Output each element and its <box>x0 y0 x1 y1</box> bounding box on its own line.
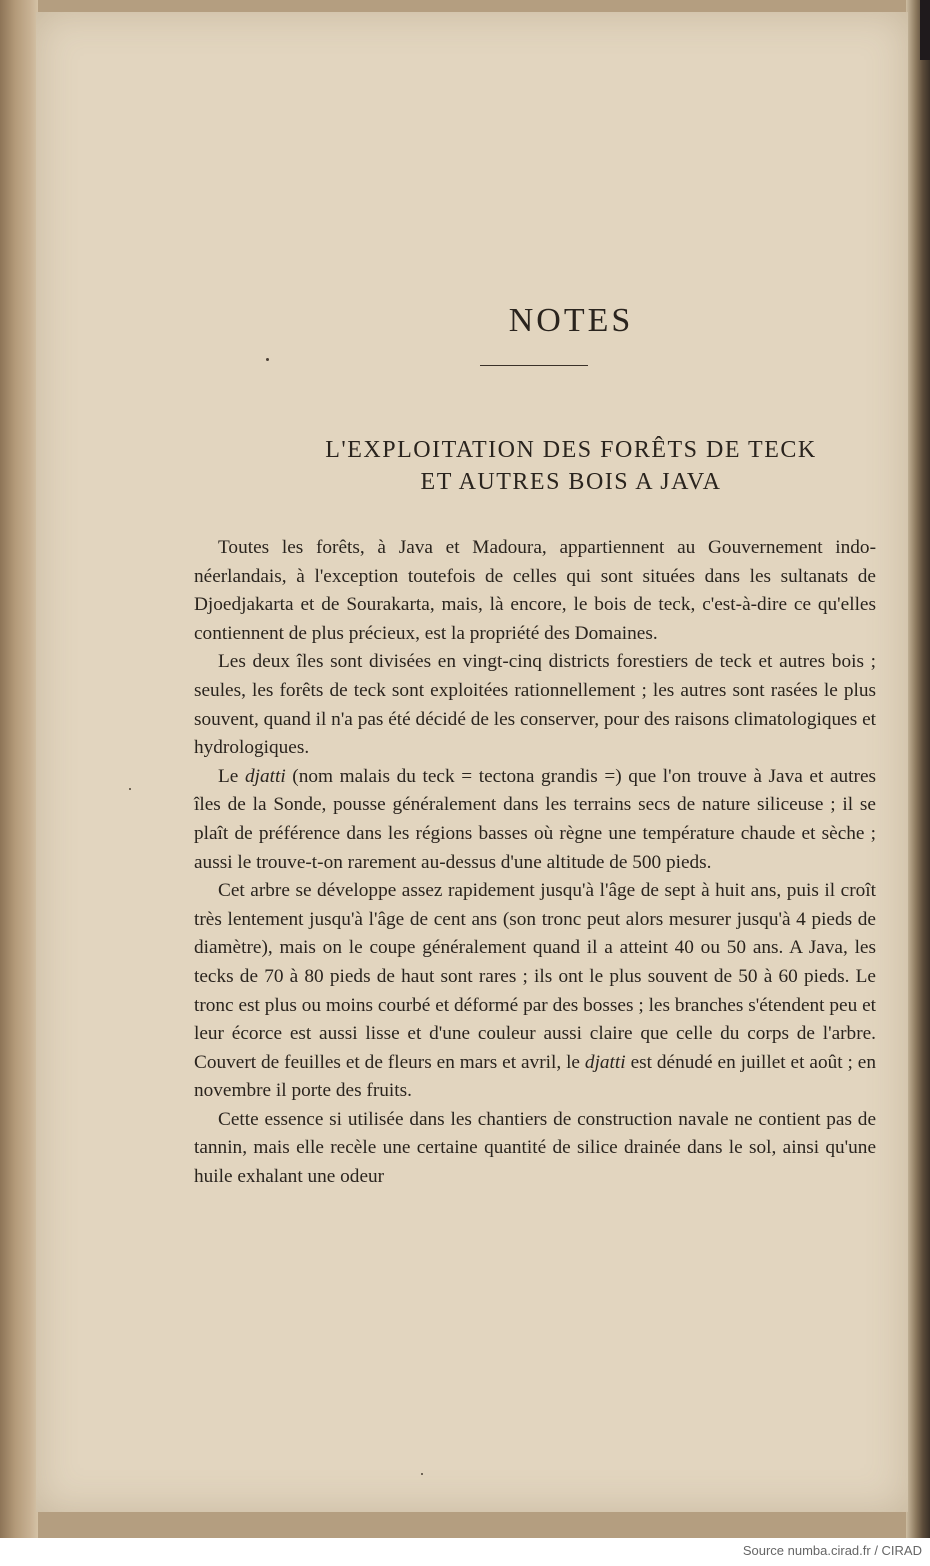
ink-speck <box>129 788 131 790</box>
binding-strip <box>920 0 930 60</box>
article-body <box>194 534 876 1192</box>
paragraph-3-lead: Le <box>218 765 245 787</box>
paragraph-4-italic-term: djatti <box>584 1051 626 1073</box>
paragraph-2: Les deux îles sont divisées en vingt-cinq districts forestiers de teck et autres bois ; seules, les forêts de teck sont exploitées rationnellement ; les autres sont rasées le plus souvent, quand il n'a pas été décidé de les conserver, pour des raisons climatologiques et hydrologiques. <box>194 651 876 759</box>
paragraph-3-italic-term: djatti <box>244 765 286 787</box>
title-divider <box>480 365 588 366</box>
paragraph-3-rest: (nom malais du teck = tectona grandis =) que l'on trouve à Java et autres îles de la Sonde, pousse généralement dans les terrains secs de nature siliceuse ; il se plaît de préférence dans les régions basses où règne une température chaude et sèche ; aussi le trouve-t-on rarement au-dessus d'une altitude de 500 pieds. <box>194 765 877 873</box>
paragraph-1: Toutes les forêts, à Java et Madoura, appartiennent au Gouvernement indo-néerlandais, à l'exception toutefois de celles qui sont situées dans les sultanats de Djoedjakarta et de Sourakarta, mais, là encore, le bois de teck, c'est-à-dire ce qu'elles contiennent de plus précieux, est la propriété des Domaines. <box>194 537 876 644</box>
source-credit: Source numba.cirad.fr / CIRAD <box>742 1543 922 1558</box>
section-heading <box>36 434 930 498</box>
paragraph-5: Cette essence si utilisée dans les chantiers de construction navale ne contient pas de tannin, mais elle recèle une certaine quantité de silice drainée dans le sol, ainsi qu'une huile exhalant une odeur <box>194 1108 876 1188</box>
book-page-edges-left <box>0 0 38 1538</box>
paragraph-4-rest: est dénudé en juillet et août ; en novembre il porte des fruits. <box>194 1051 876 1102</box>
book-binding-right <box>906 0 930 1538</box>
paragraph-4-lead: Cet arbre se développe assez rapidement jusqu'à l'âge de sept à huit ans, puis il croît très lentement jusqu'à l'âge de cent ans (son tronc peut alors mesurer jusqu'à 4 pieds de diamètre), mais on le coupe généralement quand il a atteint 40 ou 50 ans. A Java, les tecks de 70 à 80 pieds de haut sont rares ; ils ont le plus souvent de 50 à 60 pieds. Le tronc est plus ou moins courbé et déformé par des bosses ; les branches s'étendent peu et leur écorce est aussi lisse et d'une couleur aussi claire que celle du corps de l'arbre. Couvert de feuilles et de fleurs en mars et avril, le <box>194 880 876 1073</box>
paper-sheet <box>36 12 908 1512</box>
section-heading-line-1: L'EXPLOITATION DES FORÊTS DE TECK <box>325 437 817 463</box>
page-title: NOTES <box>508 302 634 339</box>
paragraph-3 <box>194 763 876 877</box>
paragraph-4 <box>194 877 876 1106</box>
ink-speck <box>421 1473 423 1475</box>
section-heading-line-2: ET AUTRES BOIS A JAVA <box>420 469 722 495</box>
ink-speck <box>266 358 269 361</box>
